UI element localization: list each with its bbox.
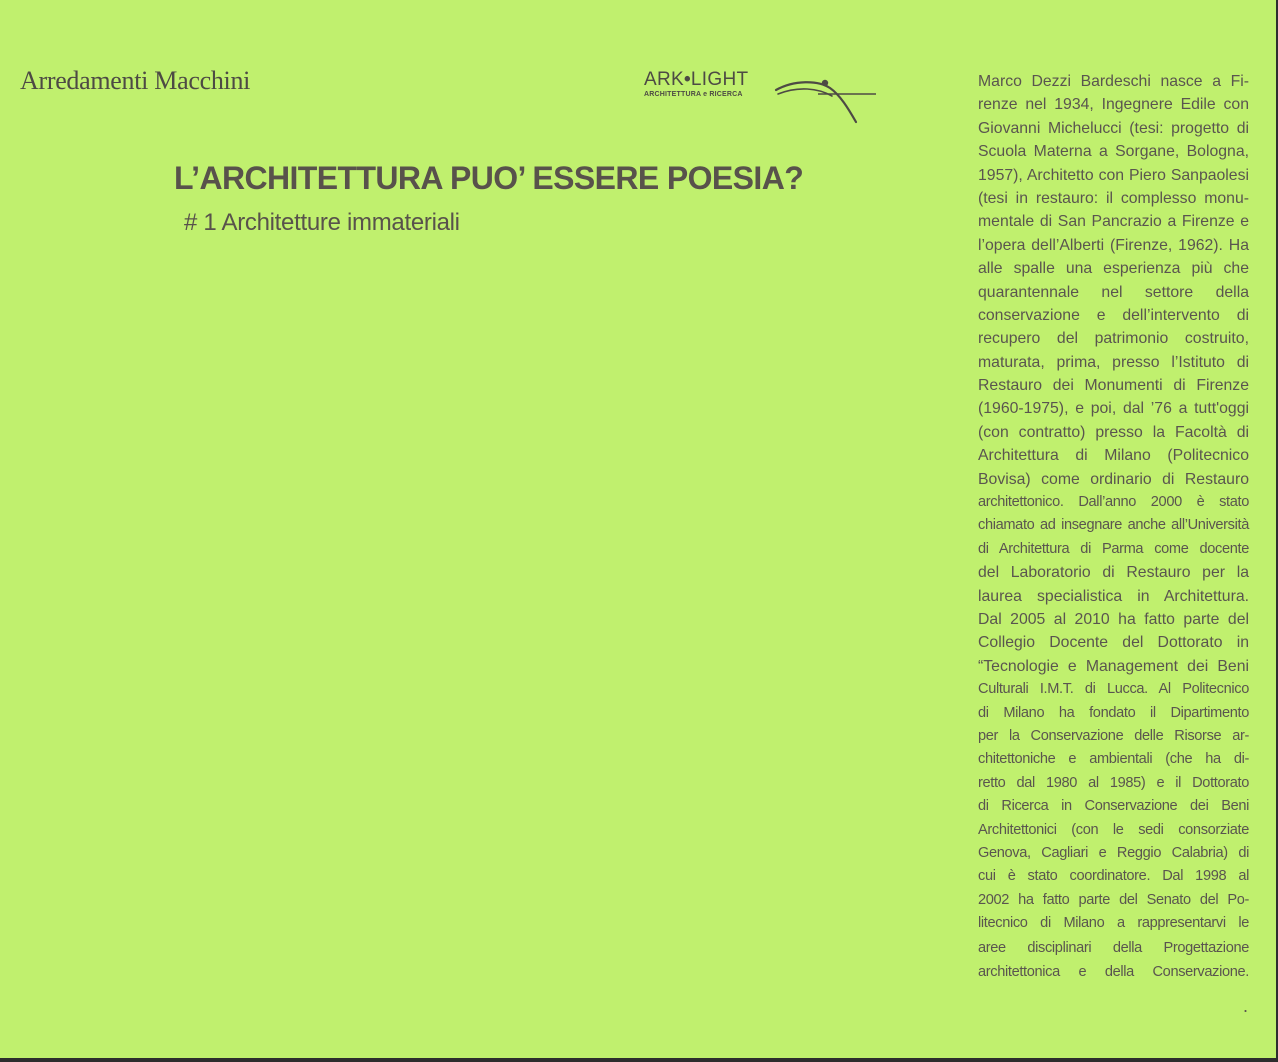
page-subtitle: # 1 Architetture immateriali: [184, 209, 460, 236]
bio-line: architettonico. Dall’anno 2000 è stato: [978, 494, 1249, 511]
bio-line: quarantennale nel settore della: [978, 283, 1249, 301]
bio-line: Bovisa) come ordinario di Restauro: [978, 470, 1249, 488]
bio-line: Dal 2005 al 2010 ha fatto parte del: [978, 610, 1249, 628]
end-mark: .: [1243, 996, 1249, 1016]
bio-line: alle spalle una esperienza più che: [978, 260, 1249, 278]
bio-line: Restauro dei Monumenti di Firenze: [978, 377, 1249, 395]
bio-line: Architettonici (con le sedi consorziate: [978, 821, 1249, 838]
logo-name-right: LIGHT: [690, 69, 749, 90]
bio-line: per la Conservazione delle Risorse ar-: [978, 727, 1249, 744]
bio-line: l’opera dell’Alberti (Firenze, 1962). Ha: [978, 236, 1249, 254]
bio-line: Marco Dezzi Bardeschi nasce a Fi-: [978, 73, 1249, 90]
bio-line: conservazione e dell’intervento di: [978, 306, 1249, 324]
logo-wordmark: [644, 70, 748, 99]
arklight-logo: [644, 70, 884, 126]
bio-line: chitettoniche e ambientali (che ha di-: [978, 751, 1249, 768]
bio-line: Culturali I.M.T. di Lucca. Al Politecnico: [978, 681, 1249, 698]
brand-name: Arredamenti Macchini: [20, 66, 251, 95]
logo-tagline: ARCHITETTURA e RICERCA: [644, 91, 743, 98]
bio-line: di Architettura di Parma come docente: [978, 540, 1249, 557]
bio-line: di Milano ha fondato il Dipartimento: [978, 704, 1249, 721]
bio-line: aree disciplinari della Progettazione: [978, 940, 1249, 957]
bio-line: Giovanni Michelucci (tesi: progetto di: [978, 119, 1249, 137]
bio-line: Genova, Cagliari e Reggio Calabria) di: [978, 844, 1249, 861]
bio-line: laurea specialistica in Architettura.: [978, 587, 1249, 605]
bio-line: (1960-1975), e poi, dal ’76 a tutt'oggi: [978, 400, 1249, 418]
bio-line: “Tecnologie e Management dei Beni: [978, 657, 1249, 675]
bio-line: maturata, prima, presso l’Istituto di: [978, 353, 1249, 371]
page-title: L’ARCHITETTURA PUO’ ESSERE POESIA?: [174, 160, 804, 196]
bio-line: Collegio Docente del Dottorato in: [978, 634, 1249, 652]
logo-separator: •: [683, 69, 691, 90]
bio-line: renze nel 1934, Ingegnere Edile con: [978, 96, 1249, 114]
bio-line: 1957), Architetto con Piero Sanpaolesi: [978, 166, 1249, 184]
bio-line: di Ricerca in Conservazione dei Beni: [978, 798, 1249, 815]
swoosh-figure-icon: [774, 74, 878, 124]
bio-line: (con contratto) presso la Facoltà di: [978, 423, 1249, 441]
bio-line: recupero del patrimonio costruito,: [978, 330, 1249, 348]
bio-line: cui è stato coordinatore. Dal 1998 al: [978, 868, 1249, 885]
bio-line: litecnico di Milano a rappresentarvi le: [978, 915, 1249, 932]
bio-line: retto dal 1980 al 1985) e il Dottorato: [978, 774, 1249, 791]
bio-line: architettonica e della Conservazione.: [978, 963, 1249, 980]
bio-line: 2002 ha fatto parte del Senato del Po-: [978, 891, 1249, 908]
bio-line: (tesi in restauro: il complesso monu-: [978, 189, 1249, 207]
bio-line: del Laboratorio di Restauro per la: [978, 564, 1249, 582]
bio-line: chiamato ad insegnare anche all’Università: [978, 517, 1249, 534]
bio-line: Scuola Materna a Sorgane, Bologna,: [978, 143, 1249, 161]
logo-name-left: ARK: [644, 69, 684, 90]
bio-line: Architettura di Milano (Politecnico: [978, 447, 1249, 465]
bio-line: mentale di San Pancrazio a Firenze e: [978, 213, 1249, 231]
biography-text: [978, 70, 1249, 984]
